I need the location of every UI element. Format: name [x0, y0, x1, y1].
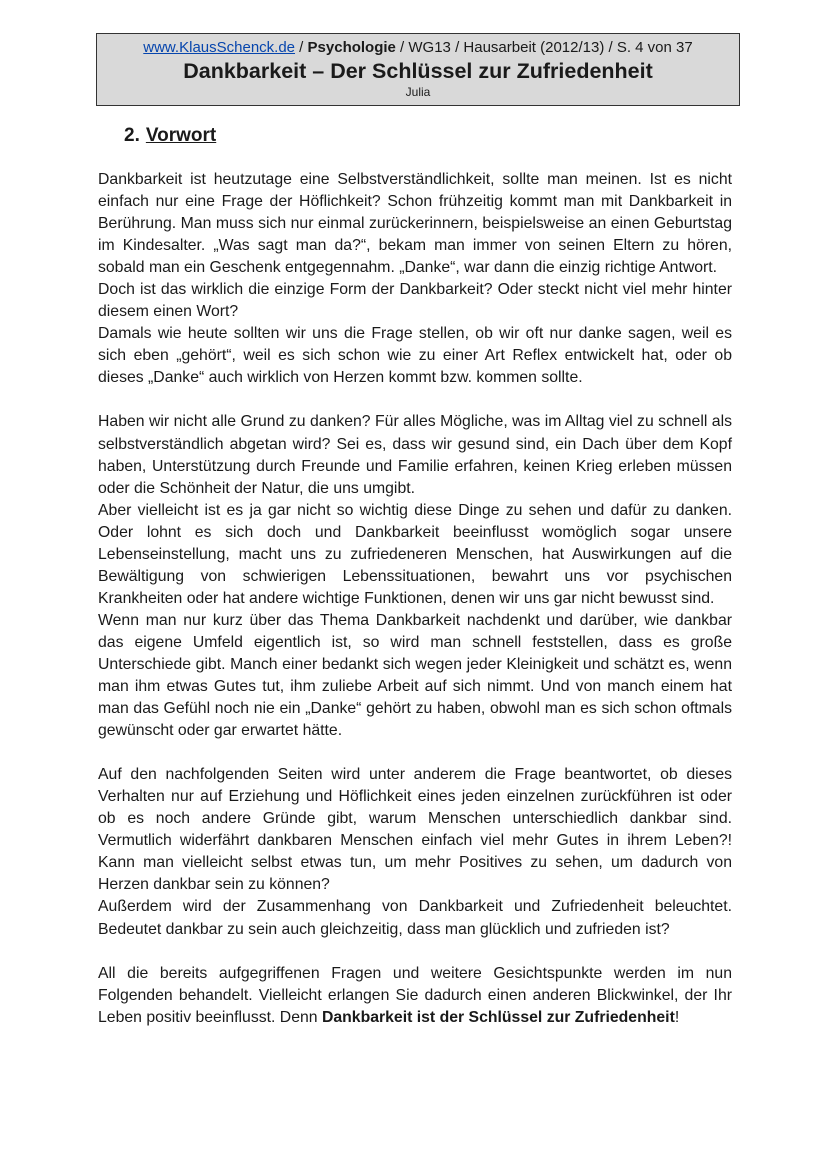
closing-paragraph [98, 963, 732, 1029]
paragraph: Haben wir nicht alle Grund zu danken? Für alles Mögliche, was im Alltag viel zu schnell als selbstverständlich abgetan wird? Sei es, dass wir gesund sind, ein Dach über dem Kopf haben, Unterstützung durch Freunde und Familie erfahren, keinen Krieg erleben müssen oder die Schönheit der Natur, die uns umgibt. [98, 413, 732, 497]
section-title: Vorwort [145, 125, 217, 146]
paragraph: Doch ist das wirklich die einzige Form der Dankbarkeit? Oder steckt nicht viel mehr hinter diesem einen Wort? [98, 281, 732, 321]
closing-text: All die bereits aufgegriffenen Fragen und weitere Gesichtspunkte werden im nun Folgenden behandelt. Vielleicht erlangen Sie dadurch einen anderen Blickwinkel, der Ihr Leben positiv beeinflusst. Denn [98, 964, 732, 1026]
paragraph: Dankbarkeit ist heutzutage eine Selbstverständlichkeit, sollte man meinen. Ist es nicht einfach nur eine Frage der Höflichkeit? Schon frühzeitig kommt man mit Dankbarkeit in Berührung. Man muss sich nur einmal zurückerinnern, beispielsweise an einen Geburtstag im Kindesalter. „Was sagt man da?“, bekam man immer von seinen Eltern zu hören, sobald man ein Geschenk entgegennahm. „Danke“, war dann die einzig richtige Antwort. [98, 171, 732, 277]
paragraph: Damals wie heute sollten wir uns die Frage stellen, ob wir oft nur danke sagen, weil es sich eben „gehört“, weil es sich schon wie zu einer Art Reflex entwickelt hat, oder ob dieses „Danke“ auch wirklich von Herzen kommt bzw. kommen sollte. [98, 325, 732, 387]
paragraph: Auf den nachfolgenden Seiten wird unter anderem die Frage beantwortet, ob dieses Verhalten nur auf Erziehung und Höflichkeit eines jeden einzelnen zurückführen ist oder ob es noch andere Gründe gibt, warum Menschen unterschiedlich dankbar sind. Vermutlich widerfährt dankbaren Menschen einfach viel mehr Gutes in ihrem Leben?! Kann man vielleicht selbst etwas tun, um mehr Positives zu sehen, um dadurch von Herzen dankbar sein zu können? [98, 766, 732, 894]
section-number: 2. [124, 125, 140, 146]
body-text [98, 169, 732, 1029]
header-subject: Psychologie [307, 39, 396, 56]
document-title: Dankbarkeit – Der Schlüssel zur Zufriedenheit [183, 59, 653, 83]
paragraph: Außerdem wird der Zusammenhang von Dankbarkeit und Zufriedenheit beleuchtet. Bedeutet dankbar zu sein auch gleichzeitig, dass man glücklich und zufrieden ist? [98, 898, 732, 938]
header-source-line [97, 38, 739, 57]
section-heading [124, 124, 216, 148]
closing-emphasis: Dankbarkeit ist der Schlüssel zur Zufriedenheit [321, 1008, 675, 1026]
paragraph: Aber vielleicht ist es ja gar nicht so wichtig diese Dinge zu sehen und dafür zu danken. Oder lohnt es sich doch und Dankbarkeit beeinflusst womöglich sogar unsere Lebenseinstellung, macht uns zu zufriedeneren Menschen, hat Auswirkungen auf die Bewältigung von schwierigen Lebenssituationen, bewahrt uns vor psychischen Krankheiten oder hat andere wichtige Funktionen, denen wir uns gar nicht bewusst sind. [98, 501, 732, 607]
header-course-info: / WG13 / Hausarbeit (2012/13) / S. 4 von 37 [395, 39, 693, 56]
closing-punctuation: ! [674, 1008, 680, 1026]
document-author: Julia [405, 85, 431, 99]
paragraph: Wenn man nur kurz über das Thema Dankbarkeit nachdenkt und darüber, wie dankbar das eigene Umfeld eigentlich ist, so wird man schnell feststellen, dass es große Unterschiede gibt. Manch einer bedankt sich wegen jeder Kleinigkeit und schätzt es, wenn man ihm etwas Gutes tut, ihm zuliebe Arbeit auf sich nimmt. Und von manch einem hat man das Gefühl noch nie ein „Danke“ gehört zu haben, obwohl man es sich schon oftmals gewünscht oder gar erwartet hätte. [98, 611, 732, 740]
website-link[interactable]: www.KlausSchenck.de [143, 39, 296, 56]
page-header [96, 33, 740, 106]
header-separator: / [295, 39, 308, 56]
